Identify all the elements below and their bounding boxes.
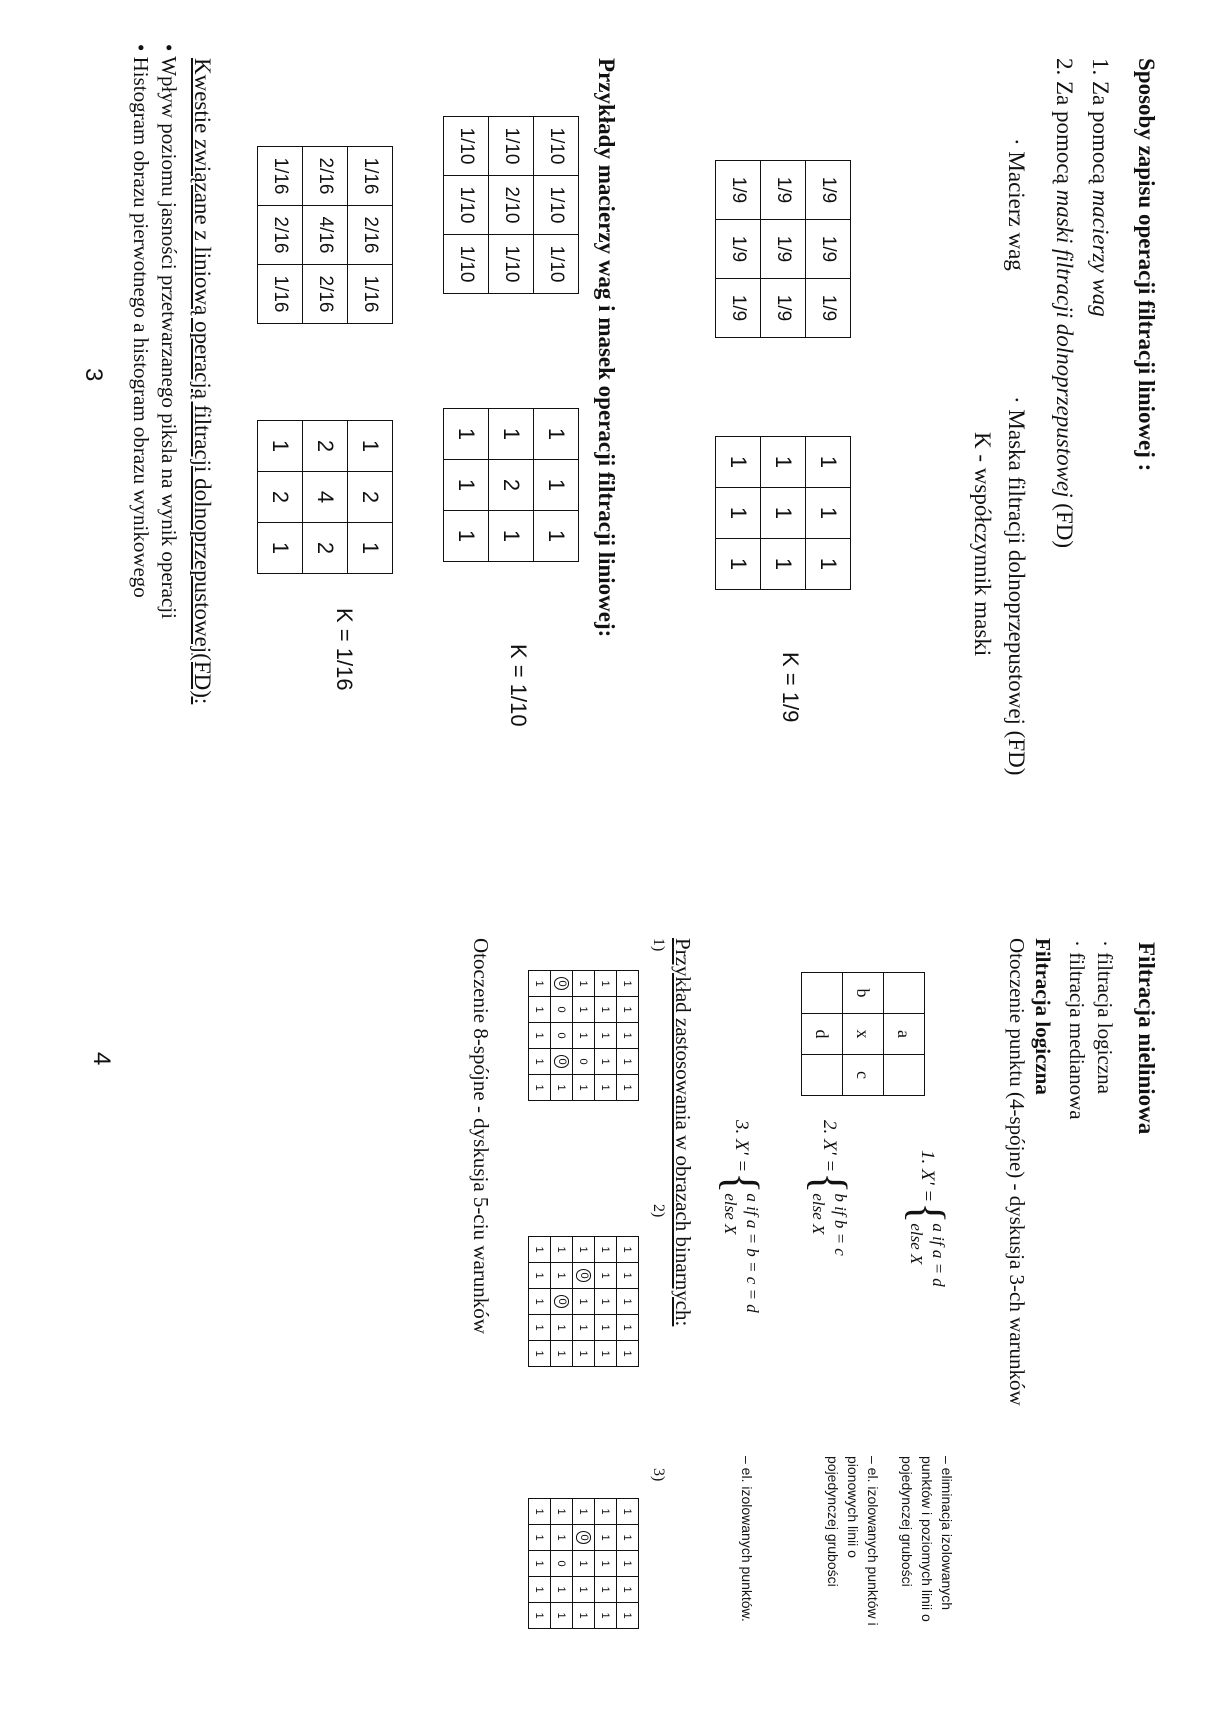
matrix-cell [551,1049,573,1075]
matrix-cell: 4/16 [303,206,348,265]
matrix-cell: 1 [595,1577,617,1603]
brace-group: { [900,1202,955,1224]
matrix-cell: 1 [551,1499,573,1525]
brace-group: a if a = d else X [907,1223,948,1287]
matrix-cell: 1 [617,1075,639,1101]
matrix-cell: 1 [617,1525,639,1551]
matrix-cell: 1 [529,1603,551,1629]
matrix-cell: 1/16 [258,265,303,324]
matrix-cell: 1/9 [806,161,851,220]
example-label-1: 1) [650,938,667,952]
matrix-cell: 1 [529,1577,551,1603]
matrix-cell: 1/10 [489,117,534,176]
matrix-cell: 1 [529,1315,551,1341]
neighbourhood-grid [801,972,925,1096]
matrix-cell [884,973,925,1014]
matrix-cell: 1 [529,1075,551,1101]
matrix-cell: 1/10 [489,235,534,294]
circled-value: 0 [576,1269,591,1281]
brace-group: a if a = b = c = d else X [721,1193,762,1313]
matrix-cell: 1 [529,1551,551,1577]
matrix-cell: 1 [617,1023,639,1049]
issue-item-1: • Wpływ poziomu jasności przetwarzanego piksla na wynik operacji [157,44,181,619]
matrix-cell: 1 [529,1499,551,1525]
matrix-cell: 1 [617,971,639,997]
matrix-cell: 1 [529,1237,551,1263]
matrix-cell: 1 [573,1237,595,1263]
mask-matrix-2 [443,408,579,562]
matrix-cell: 1 [617,1341,639,1367]
matrix-cell: 1 [806,437,851,488]
circled-value: 0 [554,1295,569,1307]
matrix-cell: 1/9 [806,279,851,338]
matrix-cell: 1 [551,1075,573,1101]
matrix-cell: 1 [761,437,806,488]
matrix-cell [551,1289,573,1315]
matrix-cell: 1 [595,1289,617,1315]
matrix-cell: 1 [617,1237,639,1263]
circled-value: 0 [554,1055,569,1067]
label-mask: · Maska filtracji dolnoprzepustowej (FD) [1004,396,1029,776]
label-weight-matrix: · Macierz wag [1004,138,1029,271]
condition-3-note: – el. izolowanych punktów. [739,1456,755,1622]
matrix-cell: 1/9 [716,279,761,338]
matrix-cell: 1 [444,409,489,460]
matrix-cell [802,973,843,1014]
weight-matrix-1-9 [715,160,851,338]
matrix-cell: d [802,1014,843,1055]
page-number-4: 4 [88,1052,115,1066]
nonlinear-type-1: · filtracja logiczna [1093,940,1117,1094]
matrix-cell: 1 [551,1315,573,1341]
condition-1-note: – eliminacja izolowanych punktów i poziomych linii o pojedynczej grubości [899,1456,955,1622]
matrix-cell: 1 [258,523,303,574]
matrix-cell: 1 [348,421,393,472]
matrix-cell: 2 [303,523,348,574]
matrix-cell: 1 [529,1289,551,1315]
matrix-cell: 0 [573,1049,595,1075]
matrix-cell: 1 [595,1525,617,1551]
mask-matrix-1 [715,436,851,590]
matrix-cell: 1 [617,1289,639,1315]
matrix-cell: 1 [573,1577,595,1603]
k-value-1: K = 1/9 [778,652,803,723]
matrix-cell: 1 [595,1075,617,1101]
circled-value: 0 [554,977,569,989]
matrix-cell: 1/16 [258,147,303,206]
matrix-cell: 1/9 [761,161,806,220]
neighbourhood-4-text: Otoczenie punktu (4-spójne) - dyskusja 3-ch warunków [1005,938,1029,1406]
examples-heading: Przykłady macierzy wag i masek operacji filtracji liniowej: [594,58,619,638]
matrix-cell: 1 [716,488,761,539]
k-value-3: K = 1/16 [332,608,357,691]
matrix-cell: 1 [551,1237,573,1263]
matrix-cell [573,1525,595,1551]
brace-group: b if b = c else X [809,1193,850,1256]
weight-matrix-1-16 [257,146,393,324]
matrix-cell: b [843,973,884,1014]
matrix-cell: 1 [258,421,303,472]
matrix-cell: 1/10 [444,117,489,176]
matrix-cell: 2 [489,460,534,511]
example-label-3: 3) [650,1468,667,1482]
matrix-cell: 1 [444,511,489,562]
matrix-cell: 1 [551,1525,573,1551]
matrix-cell: 1 [529,1049,551,1075]
matrix-cell: 1 [806,488,851,539]
matrix-cell: 1 [595,1499,617,1525]
matrix-cell: 1 [551,1577,573,1603]
matrix-cell: 1 [761,488,806,539]
matrix-cell: 1 [617,1551,639,1577]
matrix-cell: 1/9 [716,161,761,220]
matrix-cell: 1 [529,1263,551,1289]
matrix-cell: 1 [617,1499,639,1525]
matrix-cell: 1 [529,971,551,997]
matrix-cell: 1 [617,1049,639,1075]
matrix-cell: 1 [534,409,579,460]
matrix-cell: 1 [529,1023,551,1049]
brace-group: { [802,1172,857,1194]
circled-value: 0 [576,1531,591,1543]
matrix-cell: 2/16 [303,147,348,206]
matrix-cell [884,1055,925,1096]
k-value-2: K = 1/10 [506,644,531,727]
matrix-cell: 1 [716,539,761,590]
page4-heading: Filtracja nieliniowa [1134,942,1159,1135]
label-k-coefficient: K - współczynnik maski [970,432,995,657]
matrix-cell: 1 [595,1603,617,1629]
matrix-cell: 1 [489,409,534,460]
matrix-cell: 1 [534,511,579,562]
matrix-cell: 2 [303,421,348,472]
method-1: 1. Za pomocą macierzy wag [1088,58,1113,317]
issue-item-2: • Histogram obrazu pierwotnego a histogram obrazu wynikowego [129,44,153,598]
matrix-cell: 1 [595,971,617,997]
issues-heading: Kwestie związane z liniową operacją filtracji dolnoprzepustowej(FD): [190,58,215,705]
matrix-cell: 2 [348,472,393,523]
matrix-cell: 1 [551,1603,573,1629]
binary-grid-2 [528,1236,639,1367]
method-2: 2. Za pomocą maski filtracji dolnoprzepustowej (FD) [1052,58,1077,549]
page-number-3: 3 [80,368,107,382]
matrix-cell: 1 [573,1499,595,1525]
condition-3: 3. X' ={a if a = b = c = d else X [714,1120,769,1313]
condition-2: 2. X' ={b if b = c else X [802,1120,857,1256]
weight-matrix-1-10 [443,116,579,294]
matrix-cell: 1 [595,1023,617,1049]
matrix-cell: 1 [573,1603,595,1629]
matrix-cell: 1 [529,1341,551,1367]
matrix-cell: 1 [617,1577,639,1603]
matrix-cell: c [843,1055,884,1096]
matrix-cell: 1/9 [806,220,851,279]
matrix-cell: 1 [444,460,489,511]
matrix-cell: 1 [595,1263,617,1289]
matrix-cell: 1 [617,997,639,1023]
matrix-cell: 1 [529,997,551,1023]
neighbourhood-8-text: Otoczenie 8-spójne - dyskusja 5-ciu warunków [469,938,493,1334]
matrix-cell: 1/9 [761,220,806,279]
matrix-cell: 2 [258,472,303,523]
example-label-2: 2) [650,1204,667,1218]
matrix-cell: 1 [595,1341,617,1367]
matrix-cell: 1 [806,539,851,590]
matrix-cell: 1 [529,1525,551,1551]
matrix-cell: 1 [595,1049,617,1075]
matrix-cell: 1 [761,539,806,590]
matrix-cell: 1 [348,523,393,574]
binary-example-heading: Przykład zastosowania w obrazach binarnych: [671,938,695,1327]
matrix-cell: 1 [595,1315,617,1341]
matrix-cell: 1/9 [716,220,761,279]
matrix-cell: 1/10 [534,235,579,294]
matrix-cell: 1/9 [761,279,806,338]
matrix-cell: 1/10 [444,176,489,235]
matrix-cell: 1 [617,1315,639,1341]
matrix-cell [551,971,573,997]
nonlinear-type-2: · filtracja medianowa [1065,940,1089,1120]
matrix-cell: 1 [573,1315,595,1341]
mask-matrix-3 [257,420,393,574]
matrix-cell: 1 [489,511,534,562]
matrix-cell: 0 [551,1551,573,1577]
matrix-cell: 1 [551,1341,573,1367]
matrix-cell: 1/16 [348,147,393,206]
matrix-cell: 1 [573,1341,595,1367]
matrix-cell: 1 [617,1263,639,1289]
matrix-cell: 1 [573,1551,595,1577]
matrix-cell: 1/16 [348,265,393,324]
page3-heading: Sposoby zapisu operacji filtracji liniowej : [1134,58,1159,472]
binary-grid-3 [528,1498,639,1629]
matrix-cell: 2/10 [489,176,534,235]
logic-filter-heading: Filtracja logiczna [1031,938,1055,1095]
matrix-cell: 1/10 [444,235,489,294]
matrix-cell: 1 [551,1263,573,1289]
matrix-cell: 1 [716,437,761,488]
matrix-cell: 1 [534,460,579,511]
matrix-cell: 2/16 [303,265,348,324]
matrix-cell: 1 [573,971,595,997]
matrix-cell: 1 [573,997,595,1023]
matrix-cell: a [884,1014,925,1055]
page-4 [0,880,1215,1731]
brace-group: { [714,1172,769,1194]
condition-2-note: – el. izolowanych punktów i pionowych linii o pojedynczej grubości [825,1456,881,1626]
matrix-cell: 2/16 [348,206,393,265]
matrix-cell: 1 [595,997,617,1023]
condition-1: 1. X' ={a if a = d else X [900,1150,955,1287]
binary-grid-1 [528,970,639,1101]
matrix-cell: 1/10 [534,117,579,176]
matrix-cell: 1 [595,1551,617,1577]
matrix-cell: x [843,1014,884,1055]
matrix-cell: 0 [551,997,573,1023]
matrix-cell: 1/10 [534,176,579,235]
matrix-cell: 1 [573,1289,595,1315]
matrix-cell [802,1055,843,1096]
matrix-cell: 0 [551,1023,573,1049]
page-3 [0,0,1215,860]
matrix-cell: 1 [573,1075,595,1101]
matrix-cell: 1 [573,1023,595,1049]
matrix-cell [573,1263,595,1289]
matrix-cell: 2/16 [258,206,303,265]
matrix-cell: 4 [303,472,348,523]
matrix-cell: 1 [617,1603,639,1629]
matrix-cell: 1 [595,1237,617,1263]
